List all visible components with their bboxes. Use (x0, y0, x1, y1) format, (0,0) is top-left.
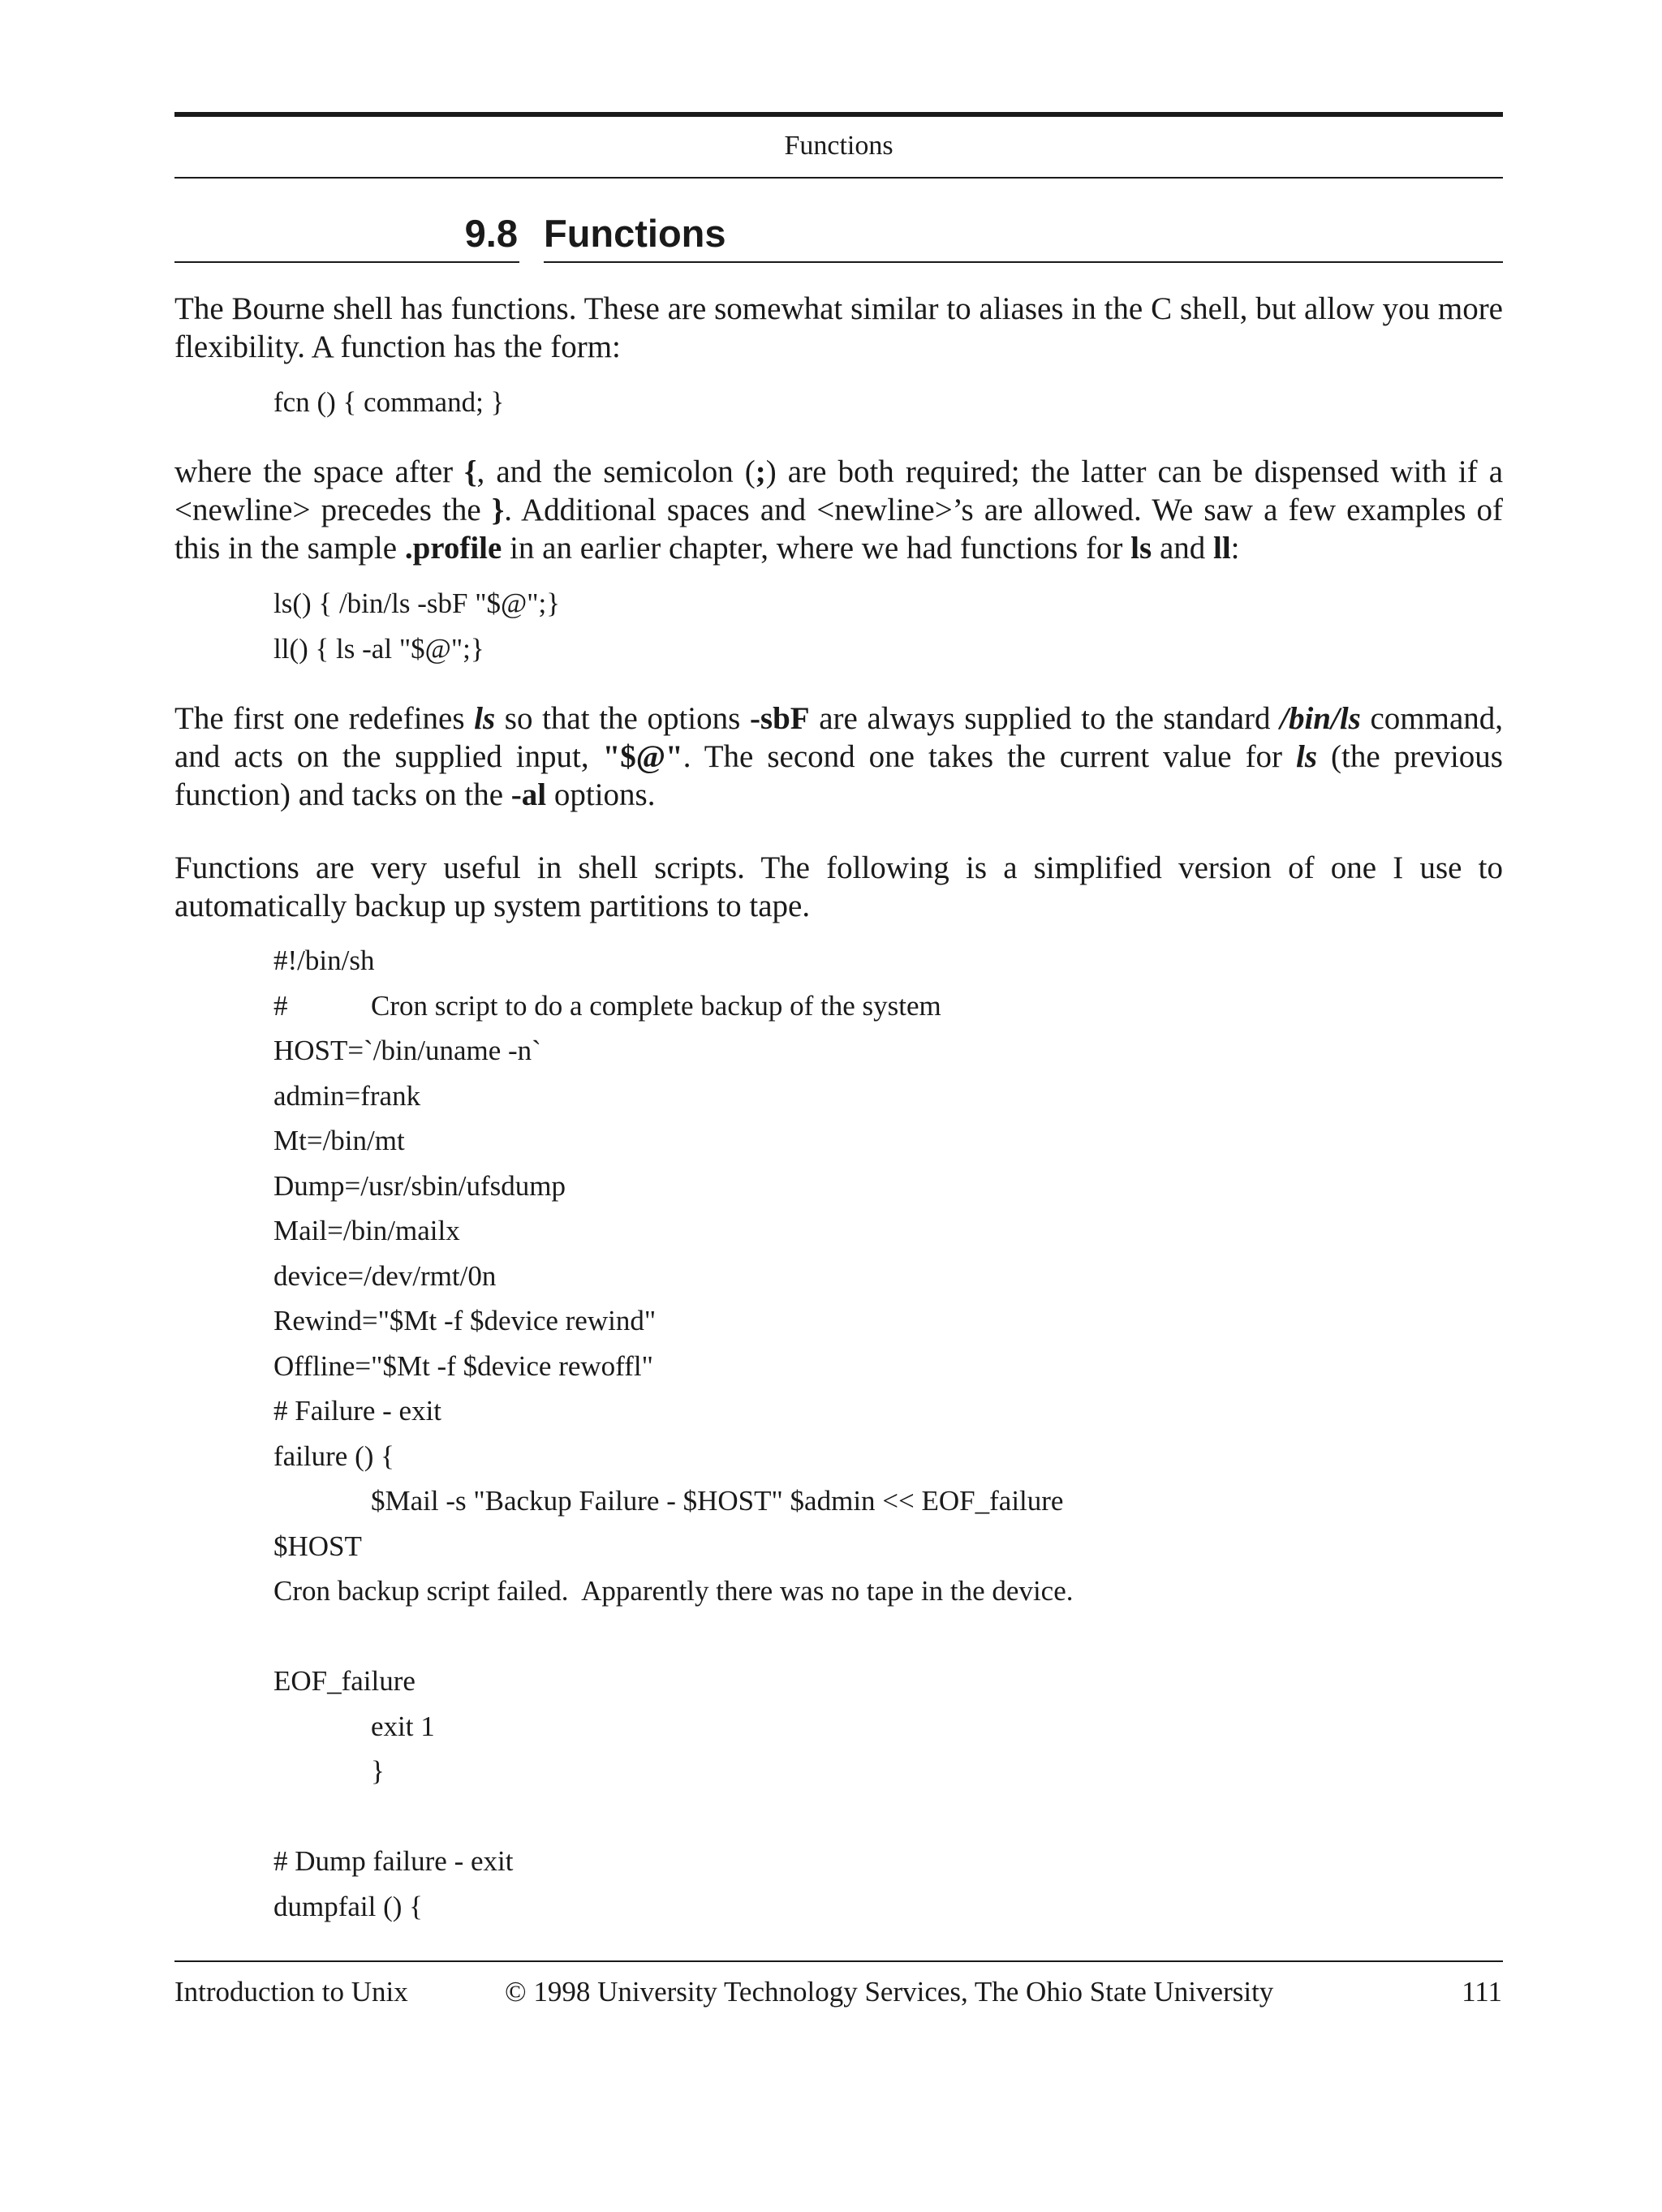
bold-run: { (464, 454, 477, 489)
paragraph-shell-scripts: Functions are very useful in shell scripts. The following is a simplified version of one I use to automatically backup up system partitions to tape. (174, 850, 1503, 923)
paragraph-function-syntax (174, 453, 1503, 567)
bold-run: .profile (404, 531, 502, 566)
paragraph-function-explanation (174, 699, 1503, 814)
code-line: HOST=`/bin/uname -n` (273, 1035, 541, 1066)
code-line: Offline="$Mt -f $device rewoffl" (273, 1349, 653, 1382)
text-run: are always supplied to the standard (809, 701, 1281, 736)
text-run: and (1152, 531, 1213, 566)
code-line: Rewind="$Mt -f $device rewind" (273, 1305, 657, 1336)
section-title: Functions (544, 212, 726, 255)
code-backup-script (273, 938, 1074, 1929)
bold-run: ll (1213, 531, 1231, 566)
code-line (273, 1478, 1074, 1524)
section-title-underline (544, 261, 1503, 263)
text-run: options. (546, 777, 656, 812)
bold-run: ; (755, 454, 766, 489)
code-line: ls() { /bin/ls -sbF "$@";} (273, 587, 561, 619)
text-run: in an earlier chapter, where we had functions for (502, 531, 1131, 566)
code-line: fcn () { command; } (273, 386, 505, 418)
text-run: The first one redefines (174, 701, 475, 736)
text-run: where the space after (174, 454, 465, 489)
bold-italic-run: ls (1296, 739, 1318, 774)
section-number: 9.8 (464, 212, 518, 255)
text-run: (the previous function) and tacks on the (174, 739, 1503, 812)
footer-page-number: 111 (1462, 1976, 1502, 2008)
bold-run: ls (1130, 531, 1152, 566)
code-line-blank (273, 1614, 1074, 1659)
bold-italic-run: /bin/ls (1280, 701, 1361, 736)
bold-run: -sbF (749, 701, 810, 736)
code-text: exit 1 (371, 1710, 435, 1742)
code-line (273, 1749, 1074, 1794)
code-line: #!/bin/sh (273, 945, 375, 976)
code-line: ll() { ls -al "$@";} (273, 632, 484, 665)
footer-rule (174, 1960, 1503, 1962)
code-function-form (273, 380, 504, 425)
code-line: failure () { (273, 1440, 394, 1472)
code-line: Mt=/bin/mt (273, 1125, 405, 1156)
code-line: Cron backup script failed. Apparently there was no tape in the device. (273, 1575, 1074, 1607)
code-line-blank (273, 1794, 1074, 1840)
section-number-underline (174, 261, 519, 263)
header-bottom-rule (174, 177, 1503, 179)
code-line (273, 983, 1074, 1029)
header-top-rule (174, 112, 1503, 117)
bold-run: -al (510, 777, 547, 812)
paragraph-intro: The Bourne shell has functions. These are somewhat similar to aliases in the C shell, but allow you more flexibility. A function has the form: (174, 291, 1503, 364)
code-line: # Failure - exit (273, 1395, 442, 1427)
footer-copyright: © 1998 University Technology Services, The Ohio State University (505, 1976, 1274, 2008)
footer-book-title: Introduction to Unix (174, 1976, 408, 2008)
text-run: ) are both required; the latter can be dispensed with if a <newline> precedes the (174, 454, 1503, 527)
code-profile-functions (273, 581, 560, 671)
code-text: } (371, 1755, 385, 1787)
text-run: : (1230, 531, 1240, 566)
code-line: dumpfail () { (273, 1890, 423, 1922)
bold-run: "$@" (602, 739, 683, 774)
code-line: Dump=/usr/sbin/ufsdump (273, 1169, 566, 1202)
code-line: EOF_failure (273, 1665, 416, 1697)
text-run: . The second one takes the current value for (682, 739, 1297, 774)
code-line: admin=frank (273, 1079, 421, 1112)
text-run: , and the semicolon ( (476, 454, 756, 489)
text-run: so that the options (495, 701, 750, 736)
code-line: # Dump failure - exit (273, 1845, 514, 1877)
code-line (273, 1704, 1074, 1749)
bold-italic-run: ls (474, 701, 496, 736)
bold-run: } (491, 493, 505, 527)
comment-text: Cron script to do a complete backup of the system (371, 989, 941, 1022)
comment-marker: # (273, 989, 288, 1022)
code-text: $Mail -s "Backup Failure - $HOST" $admin << EOF_failure (371, 1485, 1064, 1517)
code-line: device=/dev/rmt/0n (273, 1259, 497, 1292)
code-line: $HOST (273, 1530, 362, 1562)
text-run: command, and acts on the supplied input, (174, 701, 1504, 774)
code-line: Mail=/bin/mailx (273, 1215, 460, 1246)
text-run: . Additional spaces and <newline>’s are allowed. We saw a few examples of this in the sample (174, 493, 1503, 566)
running-header-title: Functions (784, 131, 893, 161)
